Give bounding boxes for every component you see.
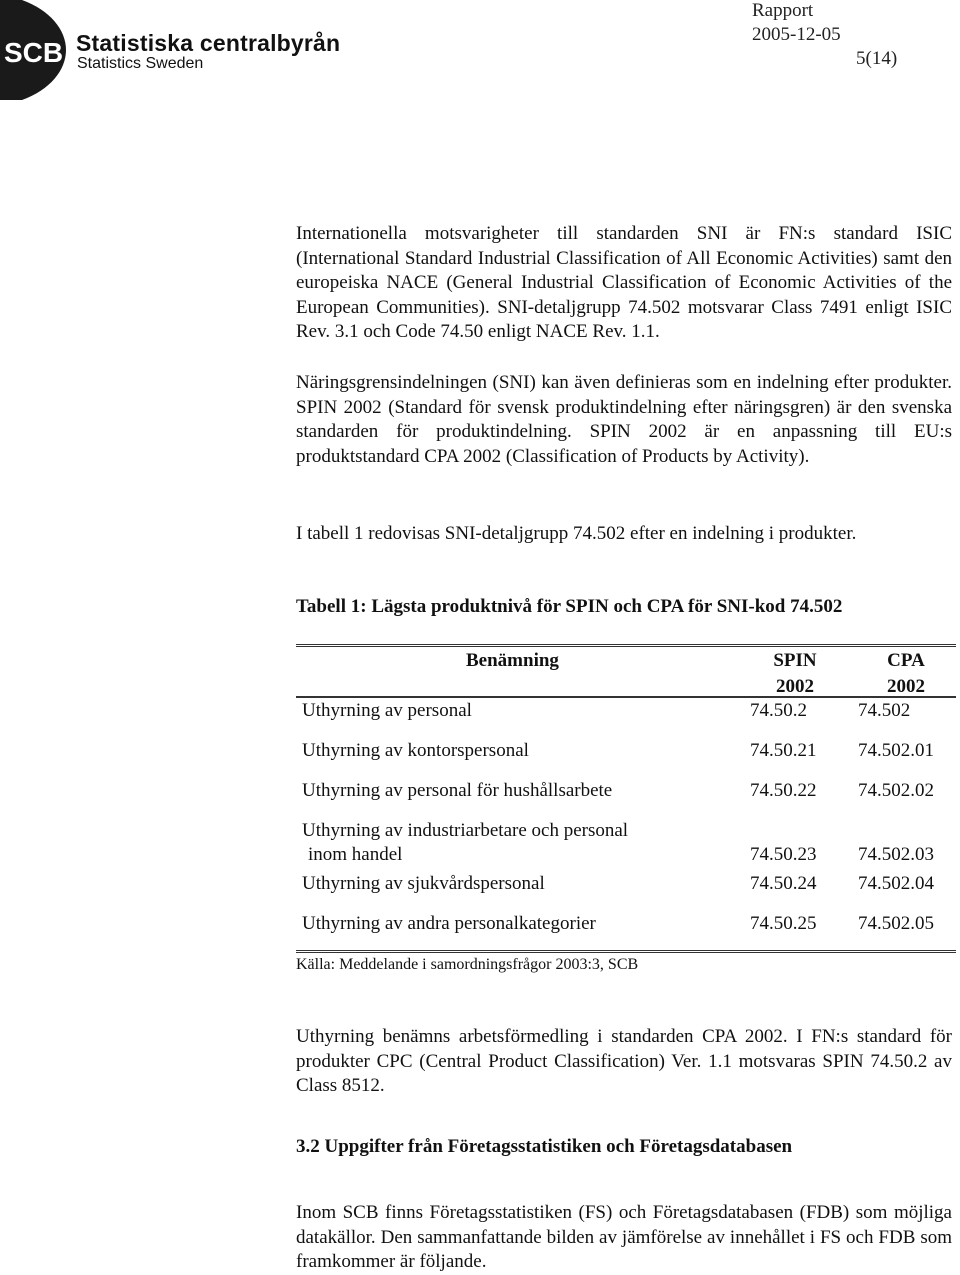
paragraph-2 — [296, 371, 952, 469]
row-cpa: 74.502.04 — [858, 873, 934, 894]
header-cpa-line2: 2002 — [887, 676, 925, 697]
table-header-rule — [296, 696, 956, 698]
paragraph-5 — [296, 1201, 952, 1275]
row-name: Uthyrning av sjukvårdspersonal — [302, 873, 545, 894]
section-heading: 3.2 Uppgifter från Företagsstatistiken och Företagsdatabasen — [296, 1136, 793, 1157]
paragraph-4-text: Uthyrning benämns arbetsförmedling i standarden CPA 2002. I FN:s standard för produkter CPC (Central Product Classification) Ver. 1.1 motsvaras SPIN 74.50.2 av Class 8512. — [296, 1026, 952, 1096]
table-top-rule — [296, 644, 956, 647]
table-caption: Tabell 1: Lägsta produktnivå för SPIN och CPA för SNI-kod 74.502 — [296, 596, 843, 617]
paragraph-1 — [296, 222, 952, 345]
row-name: Uthyrning av kontorspersonal — [302, 740, 529, 761]
row-spin: 74.50.21 — [750, 740, 817, 761]
scb-logo — [0, 0, 66, 100]
org-name: Statistiska centralbyrån — [76, 30, 341, 56]
row-spin: 74.50.24 — [750, 873, 817, 894]
header-cpa-line1: CPA — [887, 650, 925, 671]
row-name: Uthyrning av industriarbetare och personal — [302, 820, 629, 841]
row-cpa: 74.502.01 — [858, 740, 934, 761]
table-bottom-rule — [296, 950, 956, 953]
paragraph-3-text: I tabell 1 redovisas SNI-detaljgrupp 74.502 efter en indelning i produkter. — [296, 523, 857, 544]
row-spin: 74.50.23 — [750, 844, 817, 865]
row-name: Uthyrning av personal — [302, 700, 472, 721]
header-spin — [770, 648, 820, 700]
row-spin: 74.50.22 — [750, 780, 817, 801]
row-cpa: 74.502.05 — [858, 913, 934, 934]
table-source-note: Källa: Meddelande i samordningsfrågor 2003:3, SCB — [296, 956, 639, 973]
doc-date: 2005-12-05 — [752, 24, 841, 45]
org-name-en: Statistics Sweden — [77, 55, 204, 72]
row-cpa: 74.502.03 — [858, 844, 934, 865]
header-spin-line1: SPIN — [773, 650, 817, 671]
row-cpa: 74.502 — [858, 700, 911, 721]
page-number: 5(14) — [856, 48, 898, 69]
header-name: Benämning — [466, 650, 559, 671]
header-cpa — [881, 648, 931, 700]
logo-text: SCB — [4, 37, 64, 68]
row-spin: 74.50.2 — [750, 700, 807, 721]
row-name-continued: inom handel — [308, 844, 403, 865]
row-spin: 74.50.25 — [750, 913, 817, 934]
paragraph-5-text: Inom SCB finns Företagsstatistiken (FS) och Företagsdatabasen (FDB) som möjliga datakällor. Den sammanfattande bilden av jämförelse av innehållet i FS och FDB som framkommer är följande. — [296, 1202, 952, 1272]
paragraph-3 — [296, 522, 952, 547]
header-spin-line2: 2002 — [776, 676, 814, 697]
paragraph-2-text: Näringsgrensindelningen (SNI) kan även definieras som en indelning efter produkter. SPIN 2002 (Standard för svensk produktindelning efter näringsgren) är den svenska standarden för produktindelning. SPIN 2002 är en anpassning till EU:s produktstandard CPA 2002 (Classification of Products by Activity). — [296, 372, 952, 467]
paragraph-4 — [296, 1025, 952, 1099]
doc-type: Rapport — [752, 0, 814, 21]
paragraph-1-text: Internationella motsvarigheter till standarden SNI är FN:s standard ISIC (International Standard Industrial Classification of All Economic Activities) samt den europeiska NACE (General Industrial Classification of Economic Activities of the European Communities). SNI-detaljgrupp 74.502 motsvarar Class 7491 enligt ISIC Rev. 3.1 och Code 74.50 enligt NACE Rev. 1.1. — [296, 223, 952, 342]
row-name: Uthyrning av personal för hushållsarbete — [302, 780, 613, 801]
row-name: Uthyrning av andra personalkategorier — [302, 913, 596, 934]
row-cpa: 74.502.02 — [858, 780, 934, 801]
